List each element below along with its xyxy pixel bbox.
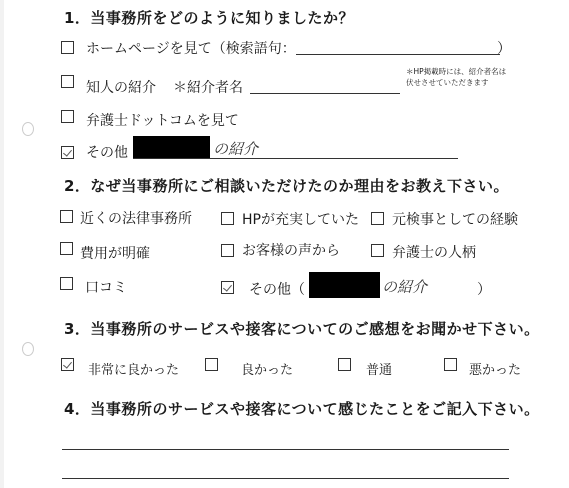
checkbox-very-good[interactable] xyxy=(61,358,74,371)
other-field-q1[interactable] xyxy=(133,158,458,159)
question-1-title: 1．当事務所をどのように知りましたか？ xyxy=(64,9,354,27)
checkbox-near[interactable] xyxy=(60,210,73,223)
option-homepage-label: ホームページを見て（検索語句： xyxy=(86,41,296,57)
option-normal-label: 普通 xyxy=(366,363,393,378)
referrer-name-field[interactable] xyxy=(250,93,400,94)
note-line-2: 伏せさせていただきます xyxy=(406,78,489,87)
question-3-title: 3．当事務所のサービスや接客についてのご感想をお聞かせ下さい。 xyxy=(64,320,540,338)
checkbox-fee[interactable] xyxy=(60,242,73,255)
redacted-name-q1 xyxy=(133,136,210,159)
checkbox-good[interactable] xyxy=(205,358,218,371)
question-4-title: 4．当事務所のサービスや接客について感じたことをご記入下さい。 xyxy=(64,400,540,418)
option-other-label-q1: その他 xyxy=(86,145,128,161)
handwritten-other-q2: の紹介 xyxy=(382,278,428,296)
punch-hole-bottom xyxy=(22,342,34,356)
option-bengo4-label: 弁護士ドットコムを見て xyxy=(86,113,239,129)
checkbox-wom[interactable] xyxy=(60,277,73,290)
checkbox-hp[interactable] xyxy=(221,212,234,225)
handwritten-other-q1: の紹介 xyxy=(213,140,259,158)
option-hp-label: HPが充実していた xyxy=(242,212,359,228)
checkbox-bad[interactable] xyxy=(444,358,457,371)
scan-edge xyxy=(0,0,4,488)
checkbox-referral[interactable] xyxy=(61,75,74,88)
option-fee-label: 費用が明確 xyxy=(80,246,150,262)
option-wom-label: 口コミ xyxy=(85,280,127,296)
option-very-good-label: 非常に良かった xyxy=(88,363,180,378)
search-term-field[interactable] xyxy=(296,54,500,55)
referrer-name-label: ＊紹介者名 xyxy=(173,80,243,96)
checkbox-voice[interactable] xyxy=(221,244,234,257)
checkbox-prosecutor[interactable] xyxy=(371,212,384,225)
comment-line-2[interactable] xyxy=(62,478,509,479)
comment-line-1[interactable] xyxy=(62,449,509,450)
question-2-title: 2．なぜ当事務所にご相談いただけたのか理由をお教え下さい。 xyxy=(64,177,509,195)
checkbox-character[interactable] xyxy=(371,244,384,257)
option-prosecutor-label: 元検事としての経験 xyxy=(392,212,518,228)
option-voice-label: お客様の声から xyxy=(242,243,340,259)
option-other-label-q2: その他（ xyxy=(249,282,305,298)
option-referral-label: 知人の紹介 xyxy=(86,80,156,96)
option-homepage-close: ） xyxy=(497,41,511,57)
option-other-close-q2: ） xyxy=(477,282,491,298)
checkbox-other-q1[interactable] xyxy=(61,146,74,159)
option-character-label: 弁護士の人柄 xyxy=(392,245,476,261)
note-line-1: ＊HP掲載時には、紹介者名は xyxy=(406,67,507,76)
redacted-name-q2 xyxy=(309,272,380,298)
checkbox-homepage[interactable] xyxy=(61,41,74,54)
option-near-label: 近くの法律事務所 xyxy=(80,211,192,227)
checkbox-other-q2[interactable] xyxy=(221,281,234,294)
checkbox-normal[interactable] xyxy=(338,358,351,371)
punch-hole-top xyxy=(22,122,34,136)
checkbox-bengo4[interactable] xyxy=(61,110,74,123)
option-bad-label: 悪かった xyxy=(469,363,522,378)
option-good-label: 良かった xyxy=(241,363,294,378)
